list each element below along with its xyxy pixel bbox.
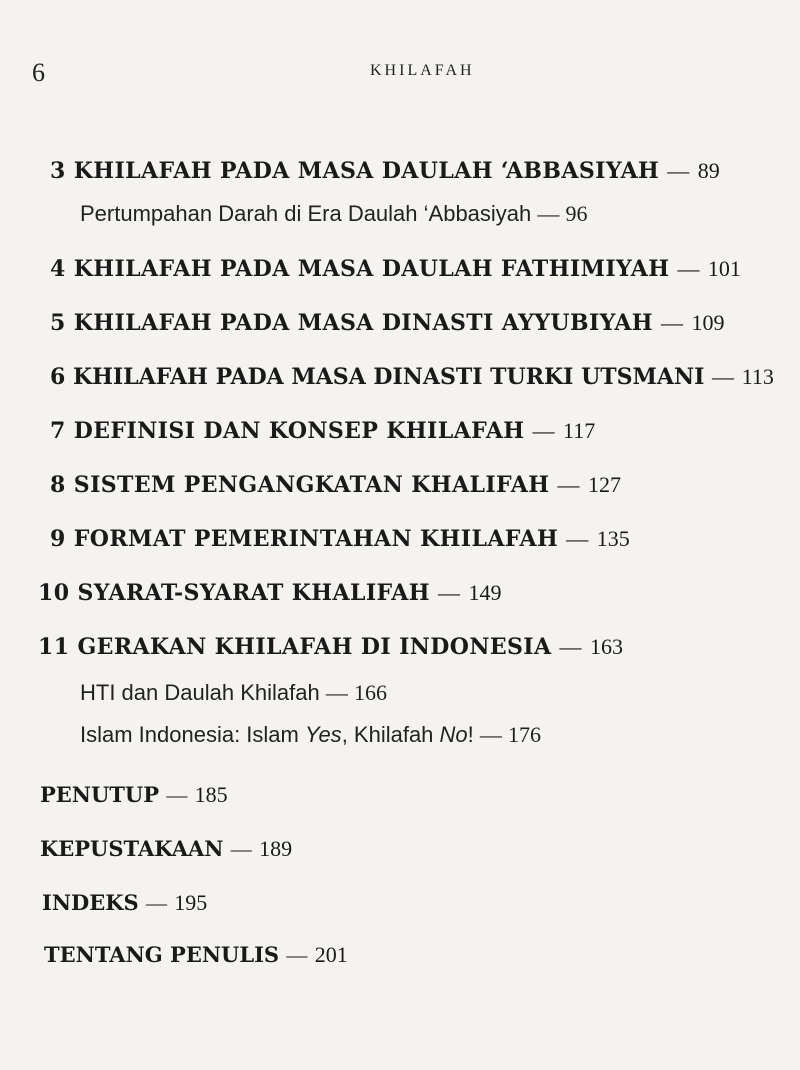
section-title: Islam Indonesia: Islam Yes, Khilafah No! xyxy=(80,722,474,747)
chapter-number: 5 xyxy=(50,310,66,336)
toc-entry-tentang-penulis xyxy=(44,942,348,968)
chapter-title: KHILAFAH PADA MASA DINASTI TURKI UTSMANI xyxy=(72,364,705,390)
page-ref: 201 xyxy=(314,942,348,967)
backmatter-title: PENUTUP xyxy=(40,782,160,807)
separator: — xyxy=(559,634,582,659)
page-ref: 176 xyxy=(508,722,542,747)
backmatter-title: KEPUSTAKAAN xyxy=(40,836,224,861)
chapter-title: SISTEM PENGANGKATAN KHALIFAH xyxy=(73,472,550,498)
chapter-number: 6 xyxy=(50,364,66,390)
toc-entry-chapter-8 xyxy=(50,472,621,498)
toc-entry-chapter-3 xyxy=(50,158,720,184)
page-ref: 101 xyxy=(707,256,741,281)
toc-entry-chapter-4 xyxy=(50,256,741,282)
chapter-number: 9 xyxy=(50,526,66,552)
backmatter-title: INDEKS xyxy=(42,890,139,915)
toc-entry-chapter-7 xyxy=(50,418,595,444)
separator: — xyxy=(566,526,589,551)
separator: — xyxy=(537,201,560,226)
separator: — xyxy=(712,364,735,389)
page-ref: 127 xyxy=(587,472,621,497)
page-ref: 96 xyxy=(565,201,588,226)
chapter-number: 11 xyxy=(38,634,70,660)
page-ref: 149 xyxy=(468,580,502,605)
separator: — xyxy=(532,418,555,443)
separator: — xyxy=(661,310,684,335)
chapter-title: KHILAFAH PADA MASA DAULAH FATHIMIYAH xyxy=(73,256,670,282)
page-ref: 189 xyxy=(259,836,293,861)
chapter-title: SYARAT-SYARAT KHALIFAH xyxy=(77,580,430,606)
page-ref: 185 xyxy=(194,782,228,807)
chapter-title: KHILAFAH PADA MASA DAULAH ‘ABBASIYAH xyxy=(73,158,660,184)
toc-entry-penutup xyxy=(40,782,228,808)
page-ref: 166 xyxy=(353,680,387,705)
separator: — xyxy=(557,472,580,497)
backmatter-title: TENTANG PENULIS xyxy=(44,942,280,967)
separator: — xyxy=(145,891,167,915)
toc-entry-section xyxy=(80,201,588,227)
chapter-title: KHILAFAH PADA MASA DINASTI AYYUBIYAH xyxy=(73,310,653,336)
chapter-number: 3 xyxy=(50,158,66,184)
toc-entry-section xyxy=(80,680,387,706)
toc-entry-chapter-11 xyxy=(38,634,623,660)
page-ref: 89 xyxy=(697,158,720,183)
toc-entry-indeks xyxy=(42,890,207,916)
page-number: 6 xyxy=(32,58,45,87)
chapter-number: 7 xyxy=(50,418,66,444)
separator: — xyxy=(286,943,308,967)
page-ref: 113 xyxy=(741,364,774,389)
toc-entry-chapter-10 xyxy=(38,580,501,606)
section-title: HTI dan Daulah Khilafah xyxy=(80,680,320,705)
page-ref: 109 xyxy=(691,310,725,335)
separator: — xyxy=(230,837,252,861)
page-ref: 163 xyxy=(589,634,623,659)
chapter-number: 10 xyxy=(38,580,70,606)
toc-entry-kepustakaan xyxy=(40,836,292,862)
chapter-number: 4 xyxy=(50,256,66,282)
toc-entry-chapter-6 xyxy=(50,364,774,390)
toc-entry-section xyxy=(80,722,541,748)
chapter-number: 8 xyxy=(50,472,66,498)
separator: — xyxy=(479,722,502,747)
chapter-title: GERAKAN KHILAFAH DI INDONESIA xyxy=(77,634,552,660)
toc-entry-chapter-5 xyxy=(50,310,725,336)
separator: — xyxy=(667,158,690,183)
separator: — xyxy=(437,580,461,605)
separator: — xyxy=(325,680,348,705)
running-head: KHILAFAH xyxy=(370,62,475,79)
chapter-title: FORMAT PEMERINTAHAN KHILAFAH xyxy=(73,526,559,552)
page-ref: 117 xyxy=(563,418,596,443)
separator: — xyxy=(677,256,700,281)
page-ref: 135 xyxy=(596,526,630,551)
section-title: Pertumpahan Darah di Era Daulah ‘Abbasiyah xyxy=(80,201,532,226)
page-ref: 195 xyxy=(174,890,208,915)
toc-entry-chapter-9 xyxy=(50,526,630,552)
separator: — xyxy=(166,783,188,807)
chapter-title: DEFINISI DAN KONSEP KHILAFAH xyxy=(73,418,525,444)
